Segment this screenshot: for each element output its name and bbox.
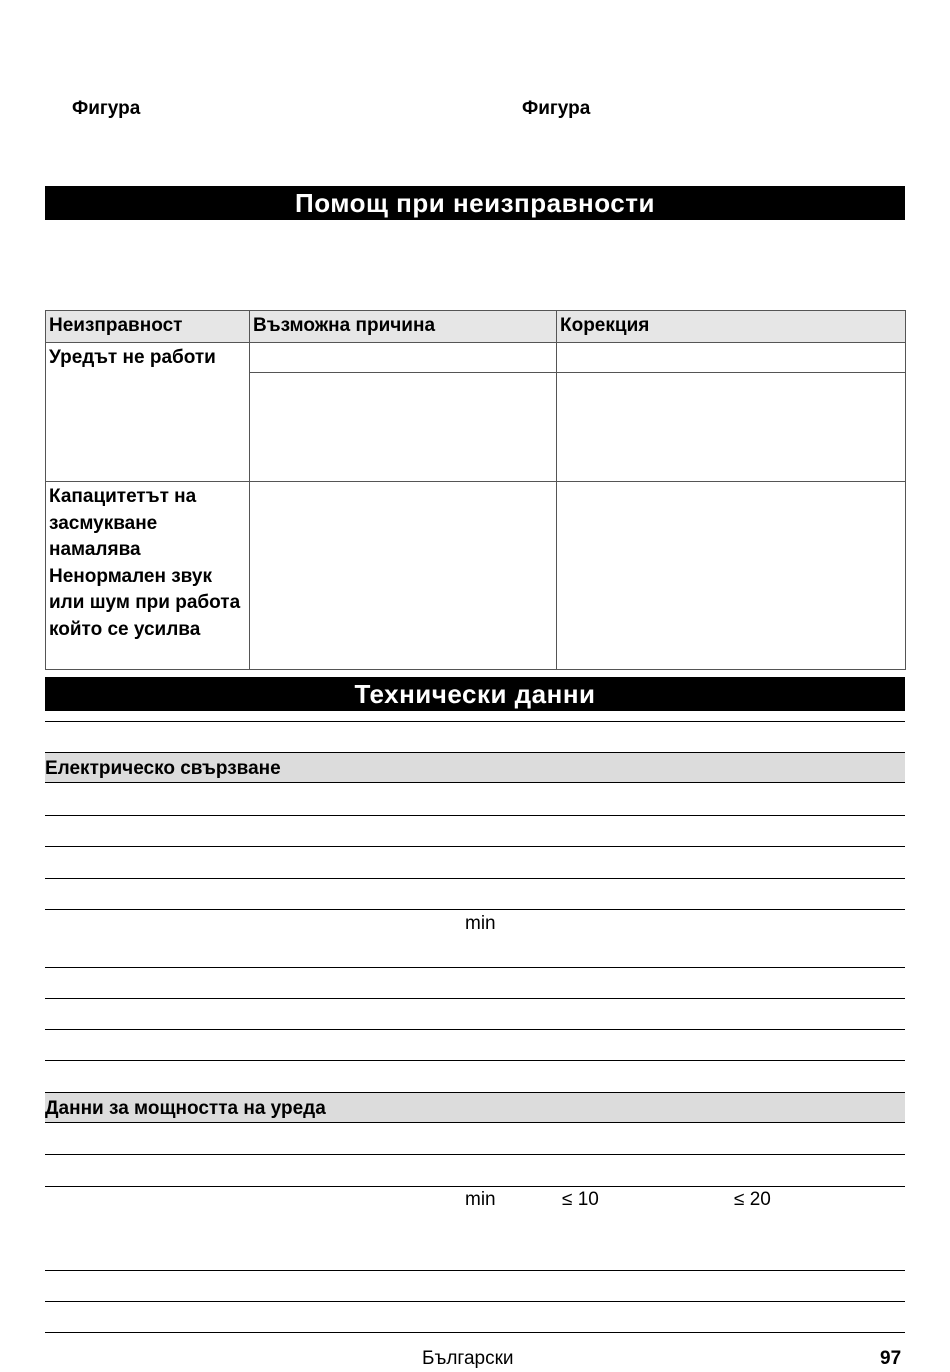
troubleshooting-table [45, 310, 906, 670]
fault-cell: Капацитетът на засмукване намалява Ненормален звук или шум при работа който се усилва [46, 482, 250, 670]
table-rule [45, 998, 905, 999]
figure-label-right: Фигура [522, 98, 591, 119]
figure-label-left: Фигура [72, 98, 141, 119]
page-number: 97 [880, 1348, 902, 1369]
table-row [46, 482, 906, 670]
footer-language: Български [422, 1348, 514, 1369]
troubleshooting-title: Помощ при неизправности [45, 186, 905, 220]
table-rule [45, 1060, 905, 1061]
table-rule [45, 1186, 905, 1187]
cause-cell [250, 343, 557, 373]
cause-cell [250, 373, 557, 482]
header-fault: Неизправност [46, 311, 250, 343]
header-remedy: Корекция [557, 311, 906, 343]
table-row [46, 343, 906, 373]
electrical-min-unit: min [465, 913, 496, 934]
table-rule [45, 1332, 905, 1333]
remedy-cell [557, 343, 906, 373]
remedy-cell [557, 373, 906, 482]
table-rule [45, 1154, 905, 1155]
performance-data-heading: Данни за мощността на уреда [45, 1092, 905, 1123]
table-rule [45, 721, 905, 722]
technical-data-title: Технически данни [45, 677, 905, 711]
cause-cell [250, 482, 557, 670]
header-cause: Възможна причина [250, 311, 557, 343]
table-rule [45, 967, 905, 968]
performance-value-1: ≤ 10 [562, 1189, 599, 1210]
performance-min-unit: min [465, 1189, 496, 1210]
table-rule [45, 1270, 905, 1271]
table-rule [45, 1301, 905, 1302]
table-rule [45, 846, 905, 847]
electrical-connection-heading: Електрическо свързване [45, 752, 905, 783]
table-rule [45, 815, 905, 816]
remedy-cell [557, 482, 906, 670]
performance-value-2: ≤ 20 [734, 1189, 771, 1210]
table-rule [45, 909, 905, 910]
fault-cell: Уредът не работи [46, 343, 250, 482]
table-header-row [46, 311, 906, 343]
table-rule [45, 878, 905, 879]
table-rule [45, 1029, 905, 1030]
